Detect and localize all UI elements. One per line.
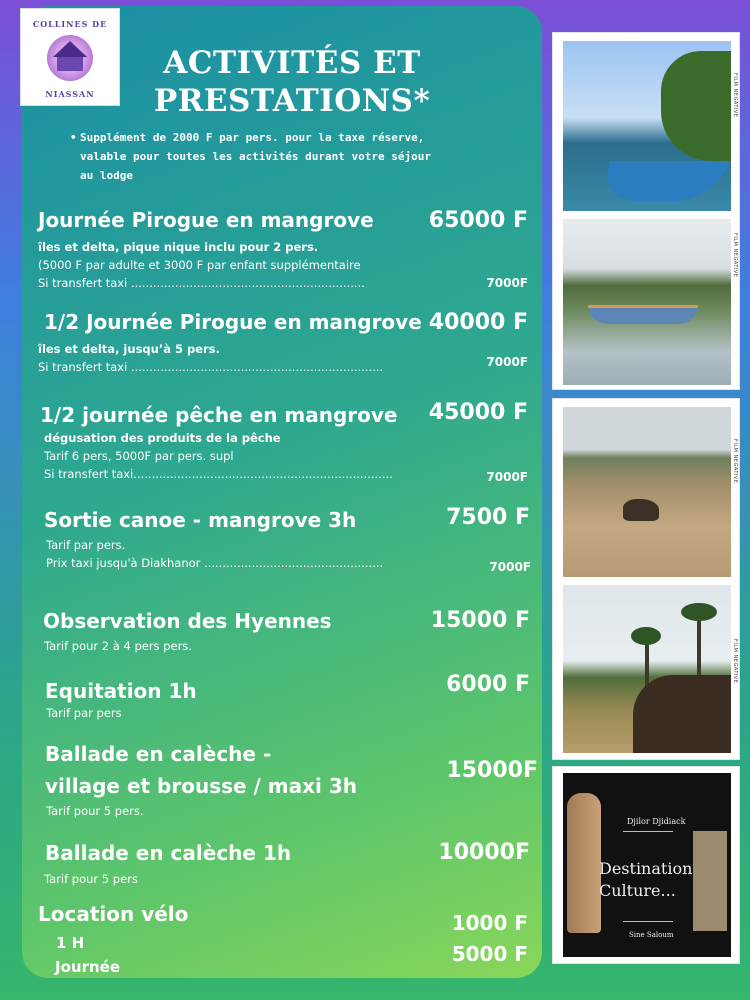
mangrove-canoe-photo [563,41,731,211]
activity-taxi-line: Si transfert taxi ................................................................ [38,276,365,290]
title-line-1: ACTIVITÉS ET [163,45,421,81]
activity-detail: Tarif 6 pers, 5000F par pers. supl [44,449,234,463]
supplement-note [70,128,520,185]
activity-name: 1/2 journée pêche en mangrove [40,403,398,427]
activity-name: Journée Pirogue en mangrove [38,208,374,232]
film-label: FILM NEGATIVE [732,233,738,278]
bike-day-label: Journée [55,958,120,976]
activity-price: 15000 F [430,608,530,633]
taxi-price: 7000F [486,276,528,290]
activity-name-line-2: village et brousse / maxi 3h [45,774,358,798]
hyena-savanna-photo [563,407,731,577]
mangrove-trees [661,51,731,161]
mangrove-reflection-photo [563,219,731,385]
book-title-line-1: Destination [599,859,693,878]
hyena [623,499,659,521]
activity-price: 6000 F [446,672,530,697]
activity-price: 40000 F [428,310,528,335]
film-negative-frame [552,398,740,760]
palm-crown [681,603,717,621]
book-cover-frame [552,766,740,964]
book-cover-photo [563,773,731,957]
supplement-line-1: Supplément de 2000 F par pers. pour la taxe réserve, [80,131,425,144]
logo-top-text: COLLINES DE [32,19,108,29]
activity-name: Ballade en calèche 1h [45,841,292,865]
activity-name: Equitation 1h [45,679,197,703]
book-title-line-2: Culture... [599,881,676,900]
activity-detail: îles et delta, jusqu’à 5 pers. [38,342,220,356]
title-line-2: PRESTATIONS* [153,83,431,119]
film-label: FILM NEGATIVE [732,439,738,484]
bike-1h-price: 1000 F [451,911,528,935]
activity-detail: Tarif par pers [46,706,122,720]
taxi-price: 7000F [486,355,528,369]
activity-price: 10000F [438,840,530,865]
activity-price: 7500 F [446,505,530,530]
logo-bottom-text: NIASSAN [45,89,95,99]
palm-crown [631,627,661,645]
pirogue-boat [588,305,698,324]
book-author: Djilor Djidiack [627,817,686,826]
activity-detail: Tarif par pers. [46,538,126,552]
display-shelf [693,831,727,931]
horse-palm-photo [563,585,731,753]
bullet-icon: • [70,131,77,144]
activity-name: Sortie canoe - mangrove 3h [44,508,357,532]
horse-head [633,675,731,753]
logo-house-icon [57,57,83,71]
supplement-line-3: au lodge [80,169,133,182]
activity-detail: Tarif pour 5 pers. [46,804,144,818]
photo-strip [552,32,740,962]
lodge-logo [20,8,120,106]
activity-taxi-line: Si transfert taxi ..................................................................... [38,360,384,374]
film-negative-frame [552,32,740,390]
film-label: FILM NEGATIVE [732,73,738,118]
activity-name: Observation des Hyennes [43,609,332,633]
taxi-price: 7000F [489,560,531,574]
activity-price: 45000 F [428,400,528,425]
logo-roof-icon [53,41,87,57]
book-divider [623,921,673,922]
supplement-line-2: valable pour toutes les activités durant votre séjour [80,150,431,163]
activity-name: Ballade en calèche - [45,742,272,766]
activity-name: 1/2 Journée Pirogue en mangrove [44,310,422,334]
bike-day-price: 5000 F [451,942,528,966]
activity-name: Location vélo [38,902,189,926]
activity-price: 65000 F [428,208,528,233]
activity-price: 15000F [446,758,538,783]
activity-detail: Tarif pour 5 pers [44,872,138,886]
book-divider [623,831,673,832]
bike-1h-label: 1 H [56,934,85,952]
taxi-price: 7000F [486,470,528,484]
wooden-statue [567,793,601,933]
pirogue-boat [596,161,731,201]
activity-detail: dégusation des produits de la pêche [44,431,281,445]
activity-detail: îles et delta, pique nique inclu pour 2 pers. [38,240,319,254]
page-title [112,44,472,120]
activity-detail: (5000 F par adulte et 3000 F par enfant supplémentaire [38,258,361,272]
activity-detail: Tarif pour 2 à 4 pers pers. [44,639,192,653]
book-subtitle: Sine Saloum [629,931,674,939]
activity-taxi-line: Si transfert taxi....................................................................... [44,467,393,481]
activity-taxi-line: Prix taxi jusqu'à Diakhanor ................................................. [46,556,384,570]
film-label: FILM NEGATIVE [732,639,738,684]
